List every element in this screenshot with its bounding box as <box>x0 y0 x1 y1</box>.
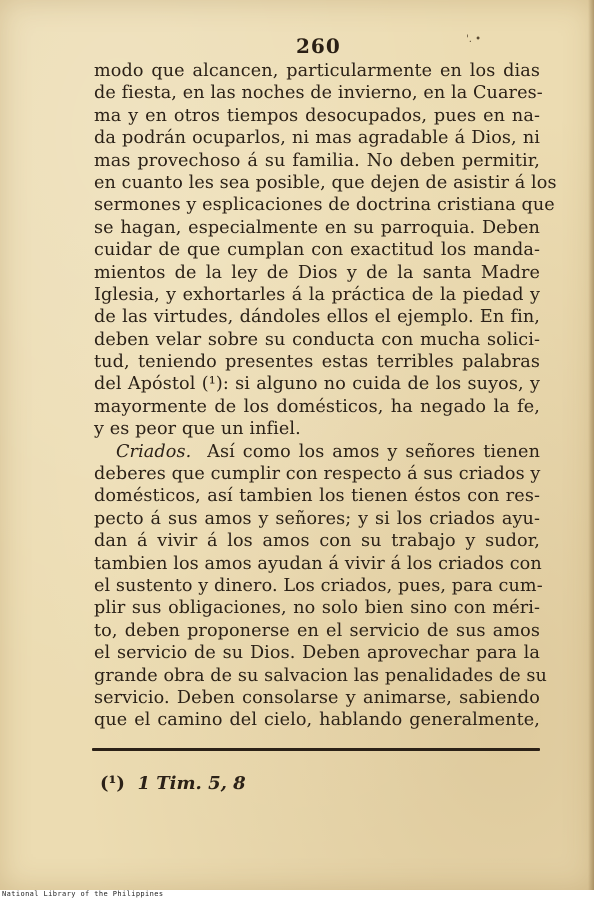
text-line: dan á vivir á los amos con su trabajo y sudor, <box>94 531 540 552</box>
footnote <box>100 773 246 794</box>
text-line: pecto á sus amos y señores; y si los criados ayu- <box>94 508 540 529</box>
text-line: deberes que cumplir con respecto á sus criados y <box>94 464 541 485</box>
text-line: mas provechoso á su familia. No deben permitir, <box>94 150 540 171</box>
text-line: tud, teniendo presentes estas terribles palabras <box>94 352 540 373</box>
text-line: Iglesia, y exhortarles á la práctica de la piedad y <box>94 284 540 305</box>
page-edge-shadow <box>588 0 594 890</box>
corner-speck-mark: '. • <box>466 34 482 45</box>
text-line: da podrán ocuparlos, ni mas agradable á Dios, ni <box>94 128 540 149</box>
text-line: ma y en otros tiempos desocupados, pues en na- <box>94 105 540 126</box>
text-line: mayormente de los domésticos, ha negado la fe, <box>94 396 540 417</box>
text-line: se hagan, especialmente en su parroquia. Deben <box>94 217 540 238</box>
footnote-marker: (¹) <box>100 773 125 794</box>
text-line: modo que alcancen, particularmente en los dias <box>94 61 540 81</box>
text-line: domésticos, así tambien los tienen éstos con res- <box>94 486 540 507</box>
text-line-section-start <box>94 441 540 463</box>
library-credit: National Library of the Philippines <box>2 890 164 898</box>
text-line: grande obra de su salvacion las penalidades de su <box>94 665 547 686</box>
text-line: tambien los amos ayudan á vivir á los criados con <box>94 553 542 574</box>
text-line-paragraph-end: y es peor que un infiel. <box>94 419 301 440</box>
text-line: de fiesta, en las noches de invierno, en la Cuares- <box>94 83 543 104</box>
text-line: to, deben proponerse en el servicio de sus amos <box>94 620 540 641</box>
text-line: mientos de la ley de Dios y de la santa Madre <box>94 262 540 283</box>
text-line: plir sus obligaciones, no solo bien sino con méri- <box>94 598 540 619</box>
page-number: 260 <box>296 34 341 58</box>
text-line: de las virtudes, dándoles ellos el ejemplo. En fin, <box>94 307 540 328</box>
text-line: deben velar sobre su conducta con mucha solici- <box>94 329 540 350</box>
text-line: sermones y esplicaciones de doctrina cristiana que <box>94 195 555 216</box>
section-heading-criados: Criados. <box>116 441 192 462</box>
text-line: servicio. Deben consolarse y animarse, sabiendo <box>94 687 540 708</box>
text-line: en cuanto les sea posible, que dejen de asistir á los <box>94 172 557 193</box>
footnote-reference: 1 Tim. 5, 8 <box>137 773 246 794</box>
section-lead-text: Así como los amos y señores tienen <box>207 441 540 462</box>
text-line: el servicio de su Dios. Deben aprovechar para la <box>94 643 540 664</box>
text-line: cuidar de que cumplan con exactitud los manda- <box>94 240 540 261</box>
text-line: que el camino del cielo, hablando generalmente, <box>94 710 540 731</box>
text-line: el sustento y dinero. Los criados, pues, para cum- <box>94 575 543 596</box>
body-text <box>94 60 557 732</box>
footnote-divider <box>92 748 540 751</box>
text-line: del Apóstol (¹): si alguno no cuida de los suyos, y <box>94 374 540 395</box>
